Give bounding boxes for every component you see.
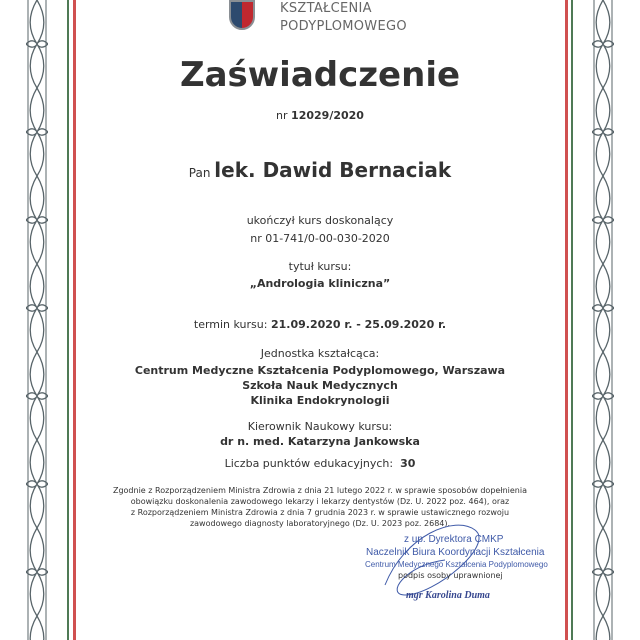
legal-line: obowiązku doskonalenia zawodowego lekarzy i lekarzy dentystów (Dz. U. 2022 poz. 464), oraz (130, 497, 510, 506)
page-title: Zaświadczenie (179, 55, 461, 95)
course-number: 01-741/0-00-030-2020 (265, 232, 390, 245)
stamp-line3: Centrum Medycznego Kształcenia Podyplomowego (365, 560, 548, 569)
legal-line: z Rozporządzeniem Ministra Zdrowia z dnia 7 grudnia 2023 r. w sprawie ustawicznego rozwoju (130, 508, 510, 517)
stamp-line2: Naczelnik Biura Koordynacji Kształcenia (366, 547, 545, 558)
points-label: Liczba punktów edukacyjnych: (224, 457, 394, 470)
signature-label: podpis osoby uprawnionej (398, 571, 503, 580)
supervisor-name: dr n. med. Katarzyna Jankowska (220, 435, 420, 448)
cmkp-logo (229, 0, 255, 30)
term-dates: 21.09.2020 r. - 25.09.2020 r. (270, 318, 447, 331)
unit-line: Centrum Medyczne Kształcenia Podyplomowego, Warszawa (134, 364, 506, 377)
stamp-line1: z up. Dyrektora CMKP (404, 534, 504, 545)
completed-label: ukończył kurs doskonalący (246, 214, 394, 227)
supervisor-label: Kierownik Naukowy kursu: (247, 420, 393, 433)
certificate-number: 12029/2020 (291, 109, 364, 122)
recipient-prefix: Pan (188, 166, 211, 180)
unit-line: Klinika Endokrynologii (250, 394, 390, 407)
org-name-line2: PODYPLOMOWEGO (280, 19, 407, 34)
points-value: 30 (400, 457, 416, 470)
course-number-prefix: nr (250, 232, 262, 245)
recipient-name: lek. Dawid Bernaciak (214, 158, 452, 182)
org-name-line1: KSZTAŁCENIA (280, 1, 372, 16)
number-prefix: nr (276, 109, 288, 122)
unit-line: Szkoła Nauk Medycznych (242, 379, 398, 392)
unit-label: Jednostka kształcąca: (260, 347, 380, 360)
signatory-name: mgr Karolina Duma (406, 590, 490, 601)
course-title: „Andrologia kliniczna” (249, 277, 391, 290)
term-label: termin kursu: (193, 318, 268, 331)
legal-line: zawodowego diagnosty laboratoryjnego (Dz. U. 2023 poz. 2684). (189, 519, 451, 528)
course-title-label: tytuł kursu: (288, 260, 352, 273)
legal-line: Zgodnie z Rozporządzeniem Ministra Zdrowia z dnia 21 lutego 2022 r. w sprawie sposobów dopełnienia (112, 486, 528, 495)
